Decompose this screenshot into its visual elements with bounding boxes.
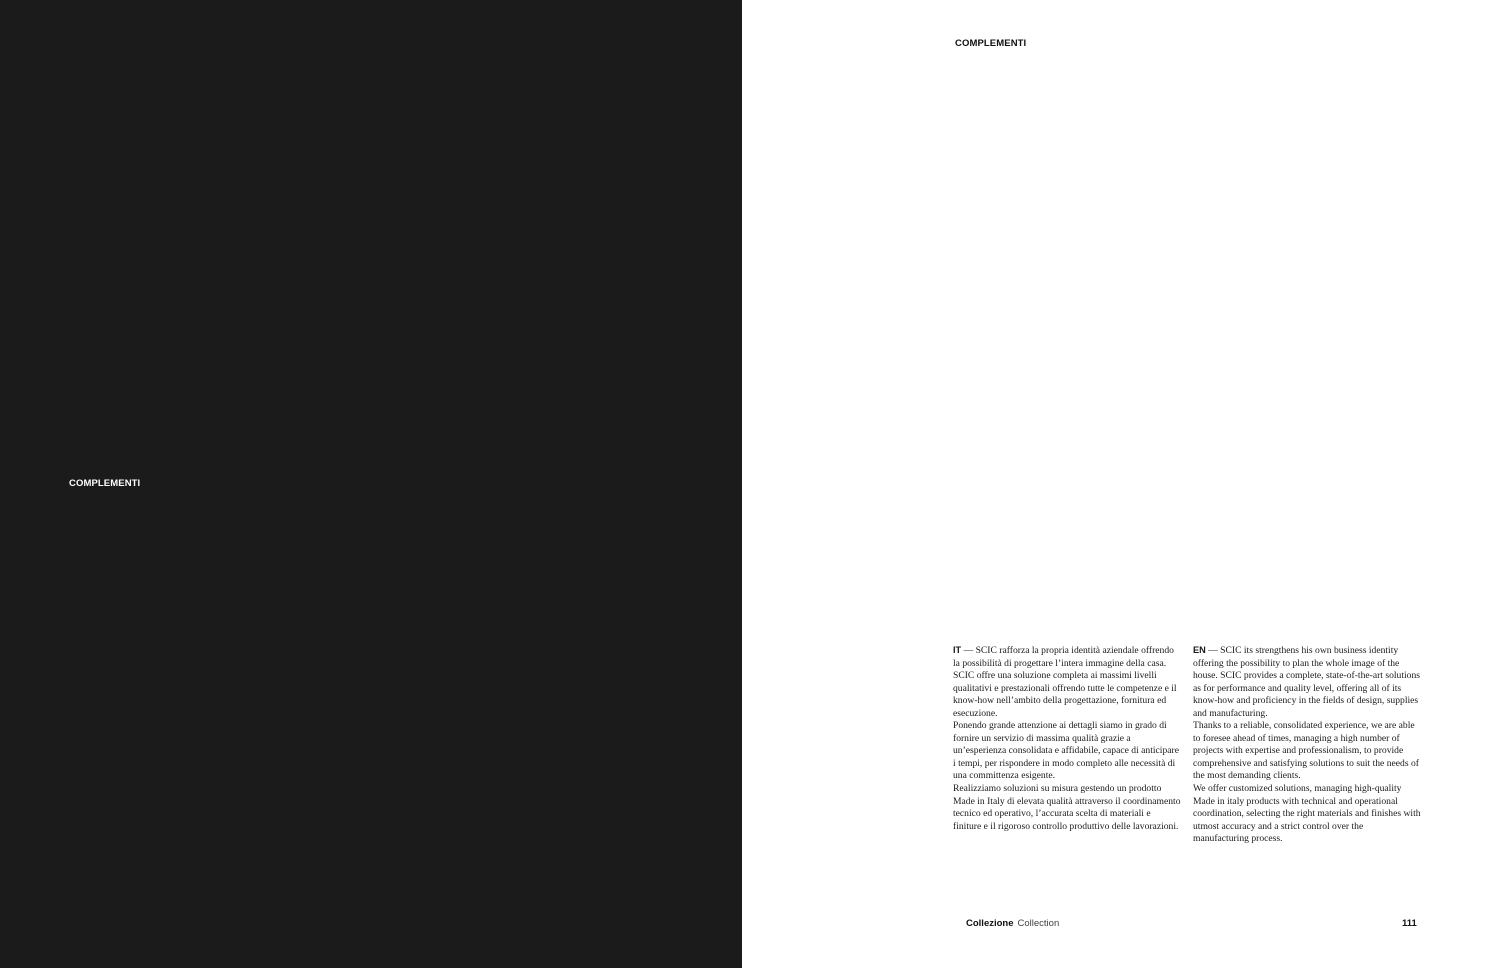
right-section-title: COMPLEMENTI <box>955 38 1027 49</box>
italian-text-column <box>953 644 1181 833</box>
english-text-column <box>1193 644 1421 846</box>
italian-paragraph-3: Realizziamo soluzioni su misura gestendo un prodotto Made in Italy di elevata qualità attraverso il coordinamento tecnico ed operativo, l’accurata scelta di materiali e finiture e il rigoroso controllo produttivo delle lavorazioni. <box>953 783 1181 832</box>
italian-paragraph-1: SCIC rafforza la propria identità aziendale offrendo la possibilità di progettare l’intera immagine della casa. SCIC offre una soluzione completa ai massimi livelli qualitativi e prestazionali offrendo tutte le competenze e il know-how nell’ambito della progettazione, fornitura ed esecuzione. <box>953 645 1177 719</box>
english-paragraph-3: We offer customized solutions, managing high-quality Made in italy products with technical and operational coordination, selecting the right materials and finishes with utmost accuracy and a strict control over the manufacturing process. <box>1193 783 1421 845</box>
english-dash: — <box>1205 645 1221 656</box>
footer-label-english: Collection <box>1017 918 1060 929</box>
english-paragraph <box>1193 644 1421 720</box>
english-language-tag: EN <box>1193 645 1206 655</box>
english-paragraph-1: SCIC its strengthens his own business identity offering the possibility to plan the whole image of the house. SCIC provides a complete, state-of-the-art solutions as for performance and quality level, offering all of its know-how and proficiency in the fields of design, supplies and manufacturing. <box>1193 645 1421 719</box>
footer-label-italian: Collezione <box>966 918 1014 929</box>
right-page <box>742 0 1485 968</box>
italian-language-tag: IT <box>953 645 962 655</box>
left-section-title: COMPLEMENTI <box>69 478 141 489</box>
page-number: 111 <box>1402 918 1417 929</box>
english-paragraph-2: Thanks to a reliable, consolidated experience, we are able to foresee ahead of times, managing a high number of projects with expertise and professionalism, to provide comprehensive and satisfying solutions to suit the needs of the most demanding clients. <box>1193 720 1419 782</box>
italian-paragraph-2: Ponendo grande attenzione ai dettagli siamo in grado di fornire un servizio di massima qualità grazie a un’esperienza consolidata e affidabile, capace di anticipare i tempi, per rispondere in modo completo alle necessità di una committenza esigente. <box>953 720 1179 782</box>
italian-paragraph <box>953 644 1181 720</box>
page-footer <box>966 918 1059 929</box>
italian-dash: — <box>961 645 976 656</box>
left-page-dark-panel <box>0 0 742 968</box>
